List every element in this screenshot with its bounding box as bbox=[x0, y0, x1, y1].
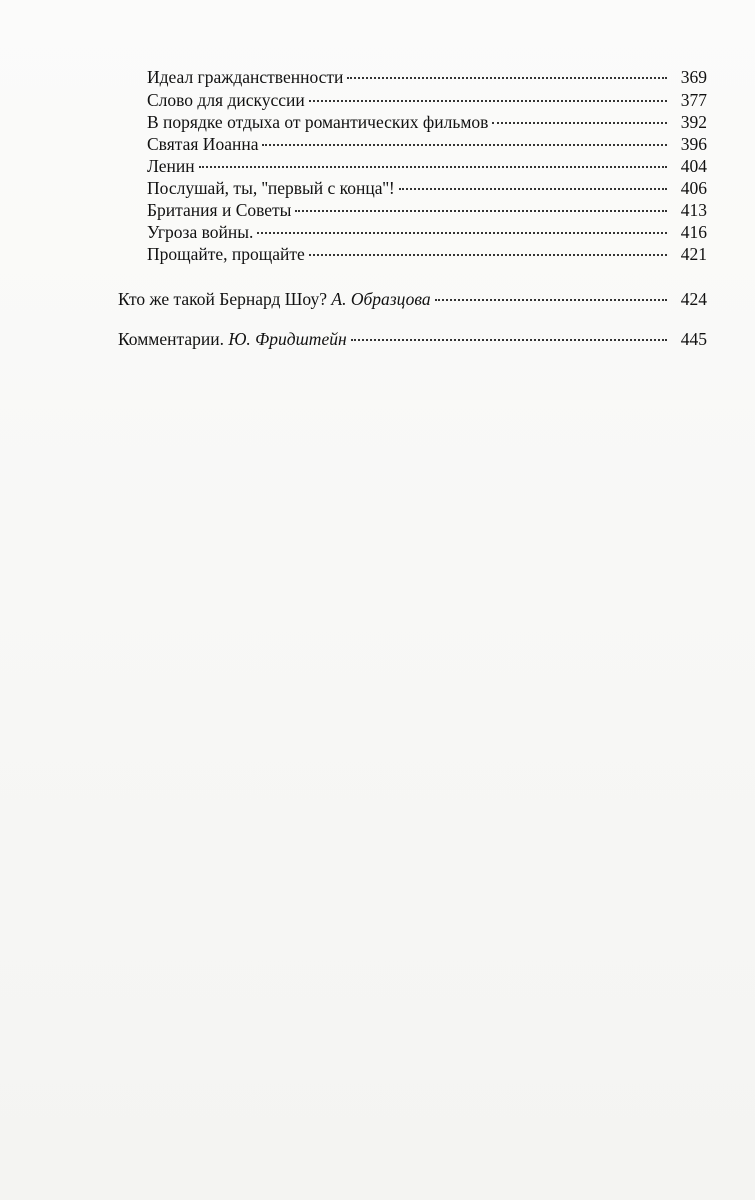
toc-entry-title: В порядке отдыха от романтических фильмов bbox=[147, 112, 489, 132]
toc-entry-title: Угроза войны. bbox=[147, 222, 254, 242]
toc-entry-title: Ленин bbox=[147, 156, 195, 176]
dot-leader bbox=[257, 232, 667, 234]
toc-entry-title: Святая Иоанна bbox=[147, 134, 259, 154]
toc-entry-heading: Кто же такой Бернард Шоу? bbox=[118, 289, 328, 309]
dot-leader bbox=[262, 144, 667, 146]
dot-leader bbox=[351, 339, 667, 341]
toc-entry bbox=[147, 199, 707, 221]
toc-entry-title: Идеал гражданственности bbox=[147, 67, 344, 87]
toc-entry bbox=[147, 221, 707, 243]
toc-entry-page: 416 bbox=[680, 222, 707, 242]
toc-entry-title: Слово для дискуссии bbox=[147, 90, 305, 110]
toc-entry-title: Прощайте, прощайте bbox=[147, 244, 305, 264]
dot-leader bbox=[295, 210, 667, 212]
dot-leader bbox=[435, 299, 667, 301]
toc-entry-page: 406 bbox=[680, 178, 707, 198]
toc-entry-page: 404 bbox=[680, 156, 707, 176]
toc-entry-page: 413 bbox=[680, 200, 707, 220]
toc-entry-page: 396 bbox=[680, 134, 707, 154]
toc-entry-page: 421 bbox=[680, 244, 707, 264]
dot-leader bbox=[492, 122, 667, 124]
toc-entry-page: 369 bbox=[680, 67, 707, 87]
toc-entry bbox=[147, 66, 707, 88]
toc-entry-page: 377 bbox=[680, 90, 707, 110]
toc-entry-author: А. Образцова bbox=[331, 289, 431, 309]
toc-entry bbox=[147, 243, 707, 265]
toc-entry bbox=[118, 288, 707, 310]
toc-entry-heading: Комментарии. bbox=[118, 329, 224, 349]
toc-entry-title: Послушай, ты, ''первый с конца''! bbox=[147, 178, 395, 198]
toc-entry bbox=[118, 328, 707, 350]
dot-leader bbox=[309, 100, 667, 102]
toc-entry-page: 445 bbox=[680, 329, 707, 349]
dot-leader bbox=[399, 188, 667, 190]
toc-entry-author: Ю. Фридштейн bbox=[228, 329, 347, 349]
dot-leader bbox=[199, 166, 667, 168]
dot-leader bbox=[309, 254, 667, 256]
toc-entry bbox=[147, 155, 707, 177]
toc-entry bbox=[147, 177, 707, 199]
toc-entry-page: 392 bbox=[680, 112, 707, 132]
toc-entry bbox=[147, 111, 707, 133]
toc-entry-title bbox=[118, 288, 431, 310]
toc-entry-title: Британия и Советы bbox=[147, 200, 292, 220]
toc-entry-page: 424 bbox=[680, 289, 707, 309]
toc-entry-title bbox=[118, 328, 347, 350]
toc-entry bbox=[147, 133, 707, 155]
toc-entry bbox=[147, 89, 707, 111]
dot-leader bbox=[347, 77, 667, 79]
